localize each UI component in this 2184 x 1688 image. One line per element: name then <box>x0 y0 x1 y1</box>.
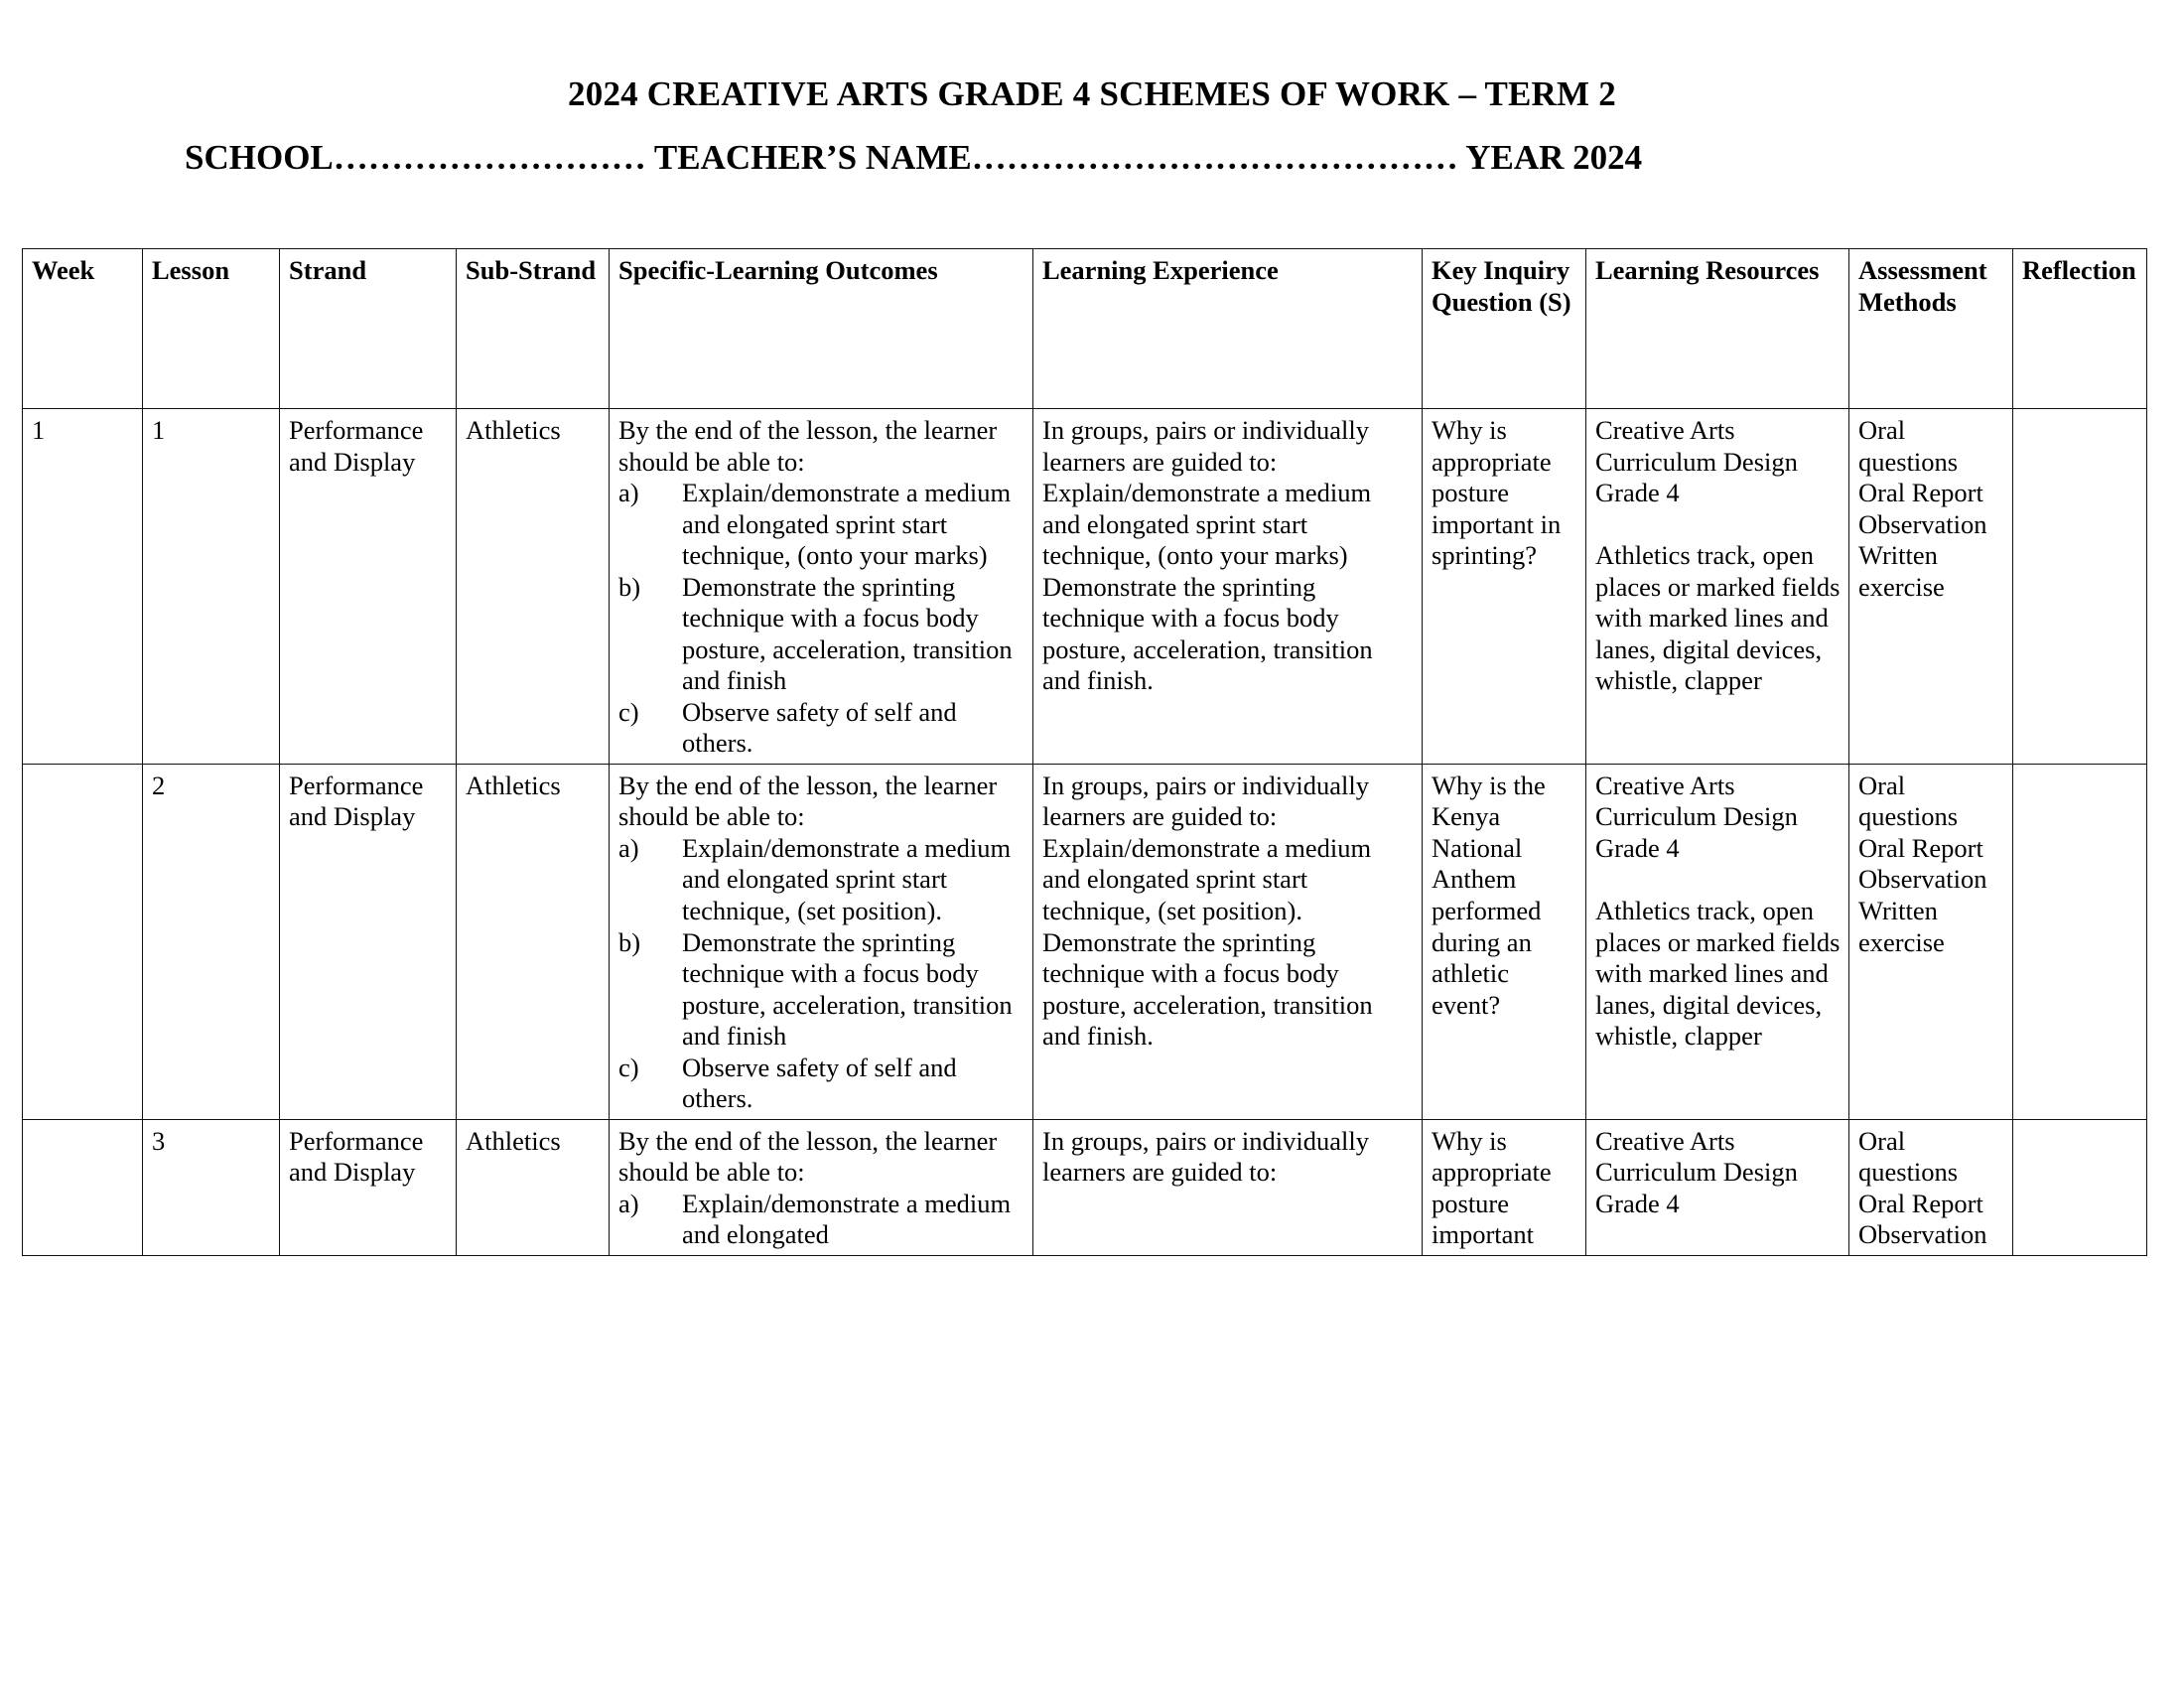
school-teacher-year-line: SCHOOL……………………… TEACHER’S NAME…………………………………… YEAR 2024 <box>185 138 1643 177</box>
slo-intro: By the end of the lesson, the learner should be able to: <box>618 770 998 832</box>
column-header-week: Week <box>23 249 143 409</box>
slo-item-text: Demonstrate the sprinting technique with a focus body posture, acceleration, transition and finish <box>682 571 1013 696</box>
learning-resources-primary: Creative Arts Curriculum Design Grade 4 <box>1595 415 1798 508</box>
column-header-assessment-methods: Assessment Methods <box>1849 249 2013 409</box>
page-title: 2024 CREATIVE ARTS GRADE 4 SCHEMES OF WORK – TERM 2 <box>568 74 1616 113</box>
slo-item-marker: a) <box>618 1188 639 1218</box>
learning-resources-primary: Creative Arts Curriculum Design Grade 4 <box>1595 1125 1798 1218</box>
cell-lesson: 2 <box>143 764 280 1119</box>
cell-assessment-methods: Oral questions Oral Report Observation Written exercise <box>1849 764 2013 1119</box>
slo-item-marker: c) <box>618 696 639 727</box>
slo-intro: By the end of the lesson, the learner should be able to: <box>618 415 998 477</box>
column-header-strand: Strand <box>280 249 457 409</box>
cell-sub-strand: Athletics <box>457 1119 610 1255</box>
learning-resources-spacer <box>1595 509 1841 541</box>
slo-list-item <box>618 1053 1024 1115</box>
cell-key-inquiry-question: Why is appropriate posture important in sprinting? <box>1423 409 1586 765</box>
learning-resources-spacer <box>1595 864 1841 896</box>
slo-item-text: Explain/demonstrate a medium and elongated sprint start technique, (onto your marks) <box>682 478 1012 571</box>
cell-key-inquiry-question: Why is appropriate posture important <box>1423 1119 1586 1255</box>
column-header-learning-resources: Learning Resources <box>1586 249 1849 409</box>
slo-list <box>618 833 1024 1115</box>
learning-resources-secondary: Athletics track, open places or marked fields with marked lines and lanes, digital devices, whistle, clapper <box>1595 895 1841 1052</box>
slo-item-text: Observe safety of self and others. <box>682 696 957 759</box>
cell-specific-learning-outcomes <box>610 1119 1033 1255</box>
slo-list <box>618 1189 1024 1251</box>
table-header <box>23 249 2147 409</box>
cell-learning-resources <box>1586 409 1849 765</box>
slo-list <box>618 478 1024 760</box>
cell-sub-strand: Athletics <box>457 409 610 765</box>
cell-specific-learning-outcomes <box>610 764 1033 1119</box>
slo-list-item <box>618 833 1024 927</box>
cell-lesson: 3 <box>143 1119 280 1255</box>
slo-item-marker: c) <box>618 1052 639 1082</box>
table-row <box>23 409 2147 765</box>
column-header-key-inquiry-question: Key Inquiry Question (S) <box>1423 249 1586 409</box>
schemes-of-work-table-wrapper <box>22 248 2146 1256</box>
cell-week: 1 <box>23 409 143 765</box>
slo-list-item <box>618 927 1024 1053</box>
learning-resources-secondary: Athletics track, open places or marked fields with marked lines and lanes, digital devices, whistle, clapper <box>1595 540 1841 696</box>
cell-strand: Performance and Display <box>280 409 457 765</box>
schemes-of-work-table <box>22 248 2147 1256</box>
cell-sub-strand: Athletics <box>457 764 610 1119</box>
column-header-specific-learning-outcomes: Specific-Learning Outcomes <box>610 249 1033 409</box>
cell-strand: Performance and Display <box>280 1119 457 1255</box>
slo-list-item <box>618 697 1024 760</box>
table-row <box>23 1119 2147 1255</box>
cell-assessment-methods: Oral questions Oral Report Observation <box>1849 1119 2013 1255</box>
column-header-lesson: Lesson <box>143 249 280 409</box>
learning-resources-primary: Creative Arts Curriculum Design Grade 4 <box>1595 770 1798 863</box>
slo-item-marker: a) <box>618 478 639 508</box>
slo-list-item <box>618 572 1024 697</box>
cell-strand: Performance and Display <box>280 764 457 1119</box>
cell-week <box>23 764 143 1119</box>
cell-week <box>23 1119 143 1255</box>
cell-learning-experience: In groups, pairs or individually learners are guided to: <box>1033 1119 1423 1255</box>
column-header-sub-strand: Sub-Strand <box>457 249 610 409</box>
slo-item-marker: b) <box>618 571 641 602</box>
slo-item-marker: a) <box>618 832 639 863</box>
cell-learning-resources <box>1586 764 1849 1119</box>
table-row <box>23 764 2147 1119</box>
table-body <box>23 409 2147 1256</box>
slo-item-text: Explain/demonstrate a medium and elongated <box>682 1188 1012 1250</box>
cell-reflection[interactable] <box>2013 1119 2147 1255</box>
slo-list-item <box>618 478 1024 572</box>
cell-lesson: 1 <box>143 409 280 765</box>
slo-intro: By the end of the lesson, the learner should be able to: <box>618 1125 998 1188</box>
cell-reflection[interactable] <box>2013 409 2147 765</box>
slo-item-marker: b) <box>618 926 641 957</box>
cell-learning-experience: In groups, pairs or individually learners are guided to: Explain/demonstrate a medium and elongated sprint start technique, (onto your marks) Demonstrate the sprinting technique with a focus body posture, acceleration, transition and finish. <box>1033 409 1423 765</box>
cell-specific-learning-outcomes <box>610 409 1033 765</box>
slo-list-item <box>618 1189 1024 1251</box>
cell-learning-experience: In groups, pairs or individually learners are guided to: Explain/demonstrate a medium and elongated sprint start technique, (set position). Demonstrate the sprinting technique with a focus body posture, acceleration, transition and finish. <box>1033 764 1423 1119</box>
column-header-learning-experience: Learning Experience <box>1033 249 1423 409</box>
table-header-row <box>23 249 2147 409</box>
cell-assessment-methods: Oral questions Oral Report Observation Written exercise <box>1849 409 2013 765</box>
cell-learning-resources <box>1586 1119 1849 1255</box>
slo-item-text: Demonstrate the sprinting technique with a focus body posture, acceleration, transition and finish <box>682 926 1013 1052</box>
slo-item-text: Observe safety of self and others. <box>682 1052 957 1114</box>
cell-key-inquiry-question: Why is the Kenya National Anthem performed during an athletic event? <box>1423 764 1586 1119</box>
slo-item-text: Explain/demonstrate a medium and elongated sprint start technique, (set position). <box>682 832 1012 925</box>
cell-reflection[interactable] <box>2013 764 2147 1119</box>
column-header-reflection: Reflection <box>2013 249 2147 409</box>
